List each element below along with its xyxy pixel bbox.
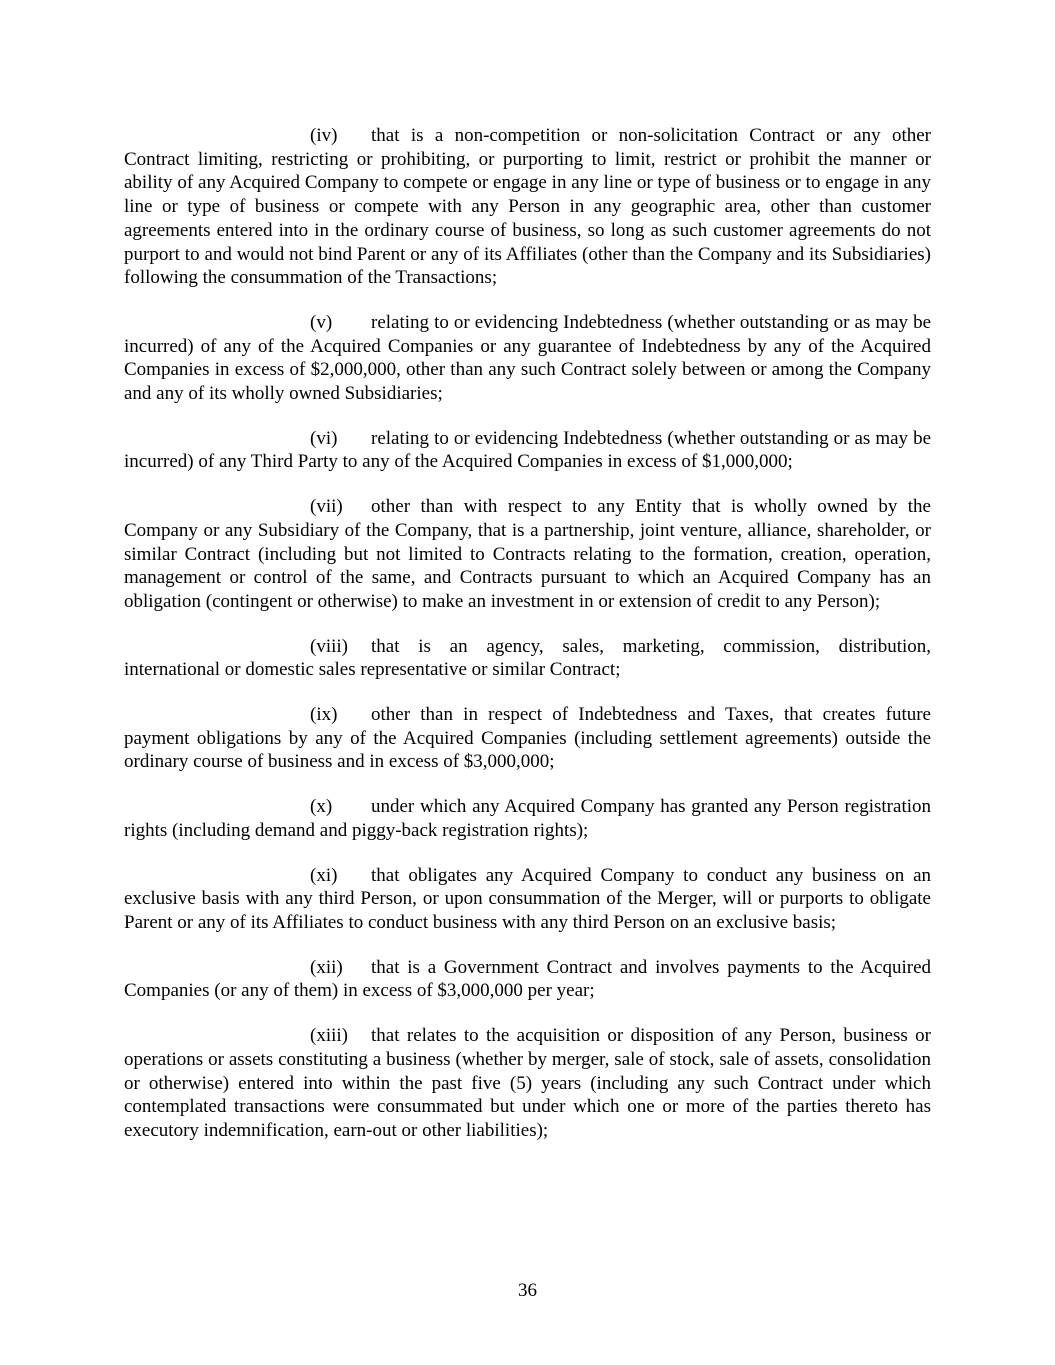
clause-number: (xiii) bbox=[310, 1025, 348, 1047]
clause-number: (xi) bbox=[310, 864, 338, 886]
clause-number: (xii) bbox=[310, 956, 343, 978]
document-page bbox=[124, 124, 931, 1164]
clause-xi bbox=[124, 864, 931, 935]
clause-text: that obligates any Acquired Company to conduct any business on an exclusive basis with any third Person, or upon consummation of the Merger, will or purports to obligate Parent or any of its Affiliates to conduct business with any third Person on an exclusive basis; bbox=[124, 864, 931, 933]
clause-number: (iv) bbox=[310, 125, 338, 146]
clause-iv bbox=[124, 124, 931, 290]
clause-text: relating to or evidencing Indebtedness (whether outstanding or as may be incurred) of any of the Acquired Companies or any guarantee of Indebtedness by any of the Acquired Companies in excess of $2,000,000, other than any such Contract solely between or among the Company and any of its wholly owned Subsidiaries; bbox=[124, 311, 931, 405]
clause-number: (viii) bbox=[310, 635, 348, 657]
clause-text: relating to or evidencing Indebtedness (whether outstanding or as may be incurred) of any Third Party to any of the Acquired Companies in excess of $1,000,000; bbox=[124, 427, 931, 473]
clause-vi bbox=[124, 427, 931, 474]
clause-text: that is a non-competition or non-solicitation Contract or any other Contract limiting, restricting or prohibiting, or purporting to limit, restrict or prohibit the manner or ability of any Acquired Company to compete or engage in any line or type of business or to engage in any line or type of business or compete with any Person in any geographic area, other than customer agreements entered into in the ordinary course of business, so long as such customer agreements do not purport to and would not bind Parent or any of its Affiliates (other than the Company and its Subsidiaries) following the consummation of the Transactions; bbox=[124, 125, 931, 289]
clause-text: that is a Government Contract and involves payments to the Acquired Companies (or any of them) in excess of $3,000,000 per year; bbox=[124, 956, 931, 1002]
clause-xii bbox=[124, 956, 931, 1003]
clause-number: (ix) bbox=[310, 704, 338, 726]
clause-number: (x) bbox=[310, 796, 333, 818]
clause-v bbox=[124, 311, 931, 406]
clause-text: other than in respect of Indebtedness and Taxes, that creates future payment obligations by any of the Acquired Companies (including settlement agreements) outside the ordinary course of business and in excess of $3,000,000; bbox=[124, 704, 931, 773]
clause-ix bbox=[124, 703, 931, 774]
clause-viii bbox=[124, 635, 931, 682]
clause-number: (v) bbox=[310, 311, 333, 333]
clause-number: (vii) bbox=[310, 496, 343, 518]
clause-vii bbox=[124, 495, 931, 614]
clause-text: under which any Acquired Company has granted any Person registration rights (including demand and piggy-back registration rights); bbox=[124, 796, 931, 841]
clause-x bbox=[124, 795, 931, 842]
clause-text: that is an agency, sales, marketing, commission, distribution, international or domestic sales representative or similar Contract; bbox=[124, 635, 931, 681]
clause-text: other than with respect to any Entity that is wholly owned by the Company or any Subsidiary of the Company, that is a partnership, joint venture, alliance, shareholder, or similar Contract (including but not limited to Contracts relating to the formation, creation, operation, management or control of the same, and Contracts pursuant to which an Acquired Company has an obligation (contingent or otherwise) to make an investment in or extension of credit to any Person); bbox=[124, 496, 931, 612]
clause-number: (vi) bbox=[310, 427, 338, 449]
clause-text: that relates to the acquisition or disposition of any Person, business or operations or assets constituting a business (whether by merger, sale of stock, sale of assets, consolidation or otherwise) entered into within the past five (5) years (including any such Contract under which contemplated transactions were consummated but under which one or more of the parties thereto has executory indemnification, earn-out or other liabilities); bbox=[124, 1025, 931, 1141]
page-number: 36 bbox=[518, 1280, 537, 1301]
clause-xiii bbox=[124, 1024, 931, 1143]
